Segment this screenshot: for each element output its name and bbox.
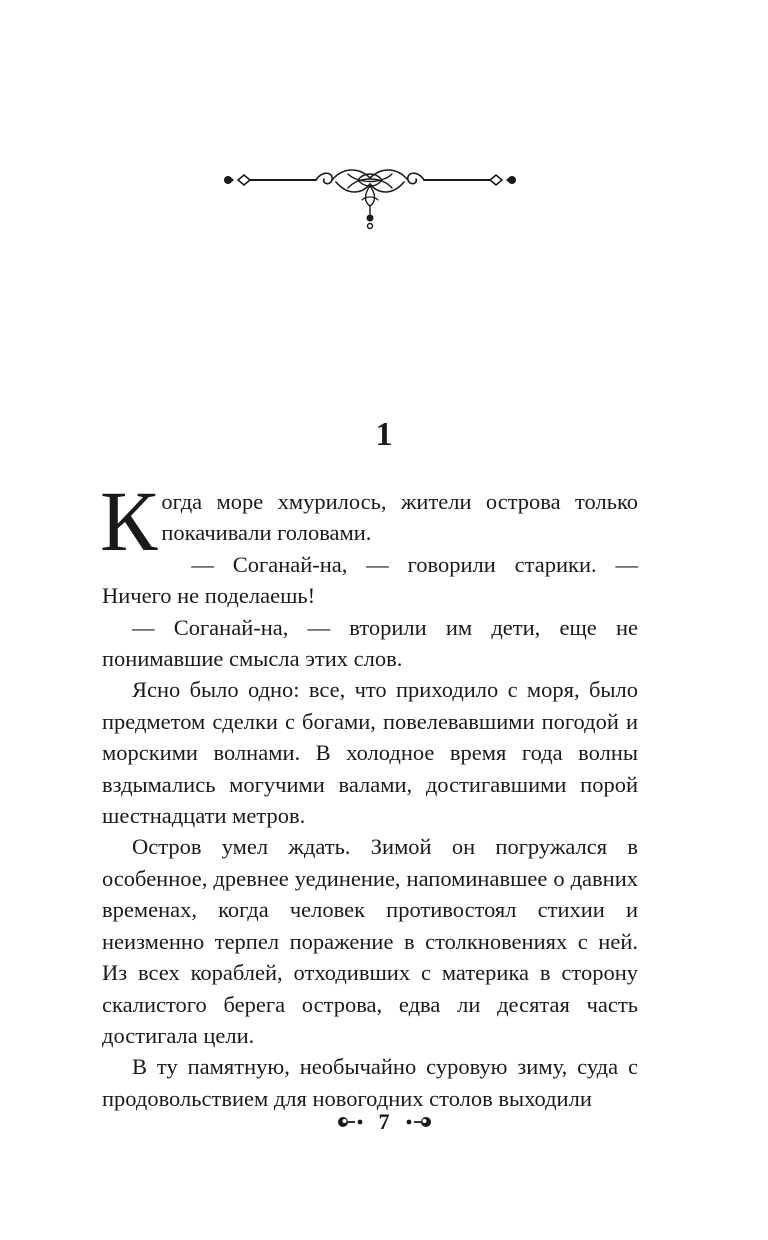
page-number: 7 (378, 1109, 390, 1134)
flourish-ornament-icon (218, 156, 522, 236)
paragraph (100, 473, 638, 569)
paragraph: Остров умел ждать. Зимой он погружался в особенное, древнее уединение, напоминавшее о давних временах, когда человек противостоял стихии и неизменно терпел поражение в столкновениях с ней. Из всех кораблей, отходивших с материка в сторону скалистого берега острова, едва ли десятая часть достигала цели. (102, 834, 638, 1048)
paragraph: — Соганай-на, — вторили им дети, еще не понимавшие смысла этих слов. (102, 614, 638, 672)
scroll-flourish-left-icon (335, 1114, 369, 1130)
chapter-text (100, 473, 638, 1114)
chapter-number: 1 (375, 416, 393, 453)
paragraph: — Соганай-на, — говорили старики. — Ничего не поделаешь! (102, 551, 638, 609)
page-footer (0, 1106, 768, 1138)
paragraph-text: огда море хмурилось, жители острова только покачивали головами. (161, 489, 638, 546)
scroll-flourish-right-icon (400, 1114, 434, 1130)
drop-cap: К (100, 473, 158, 569)
paragraph: Ясно было одно: все, что приходило с моря, было предметом сделки с богами, повелевавшими погодой и морскими волнами. В холодное время года волны вздымались могучими валами, достигавшими порой шестнадцати метров. (102, 677, 638, 829)
paragraph: В ту памятную, необычайно суровую зиму, суда с продовольствием для новогодних столов выходили (102, 1054, 638, 1111)
